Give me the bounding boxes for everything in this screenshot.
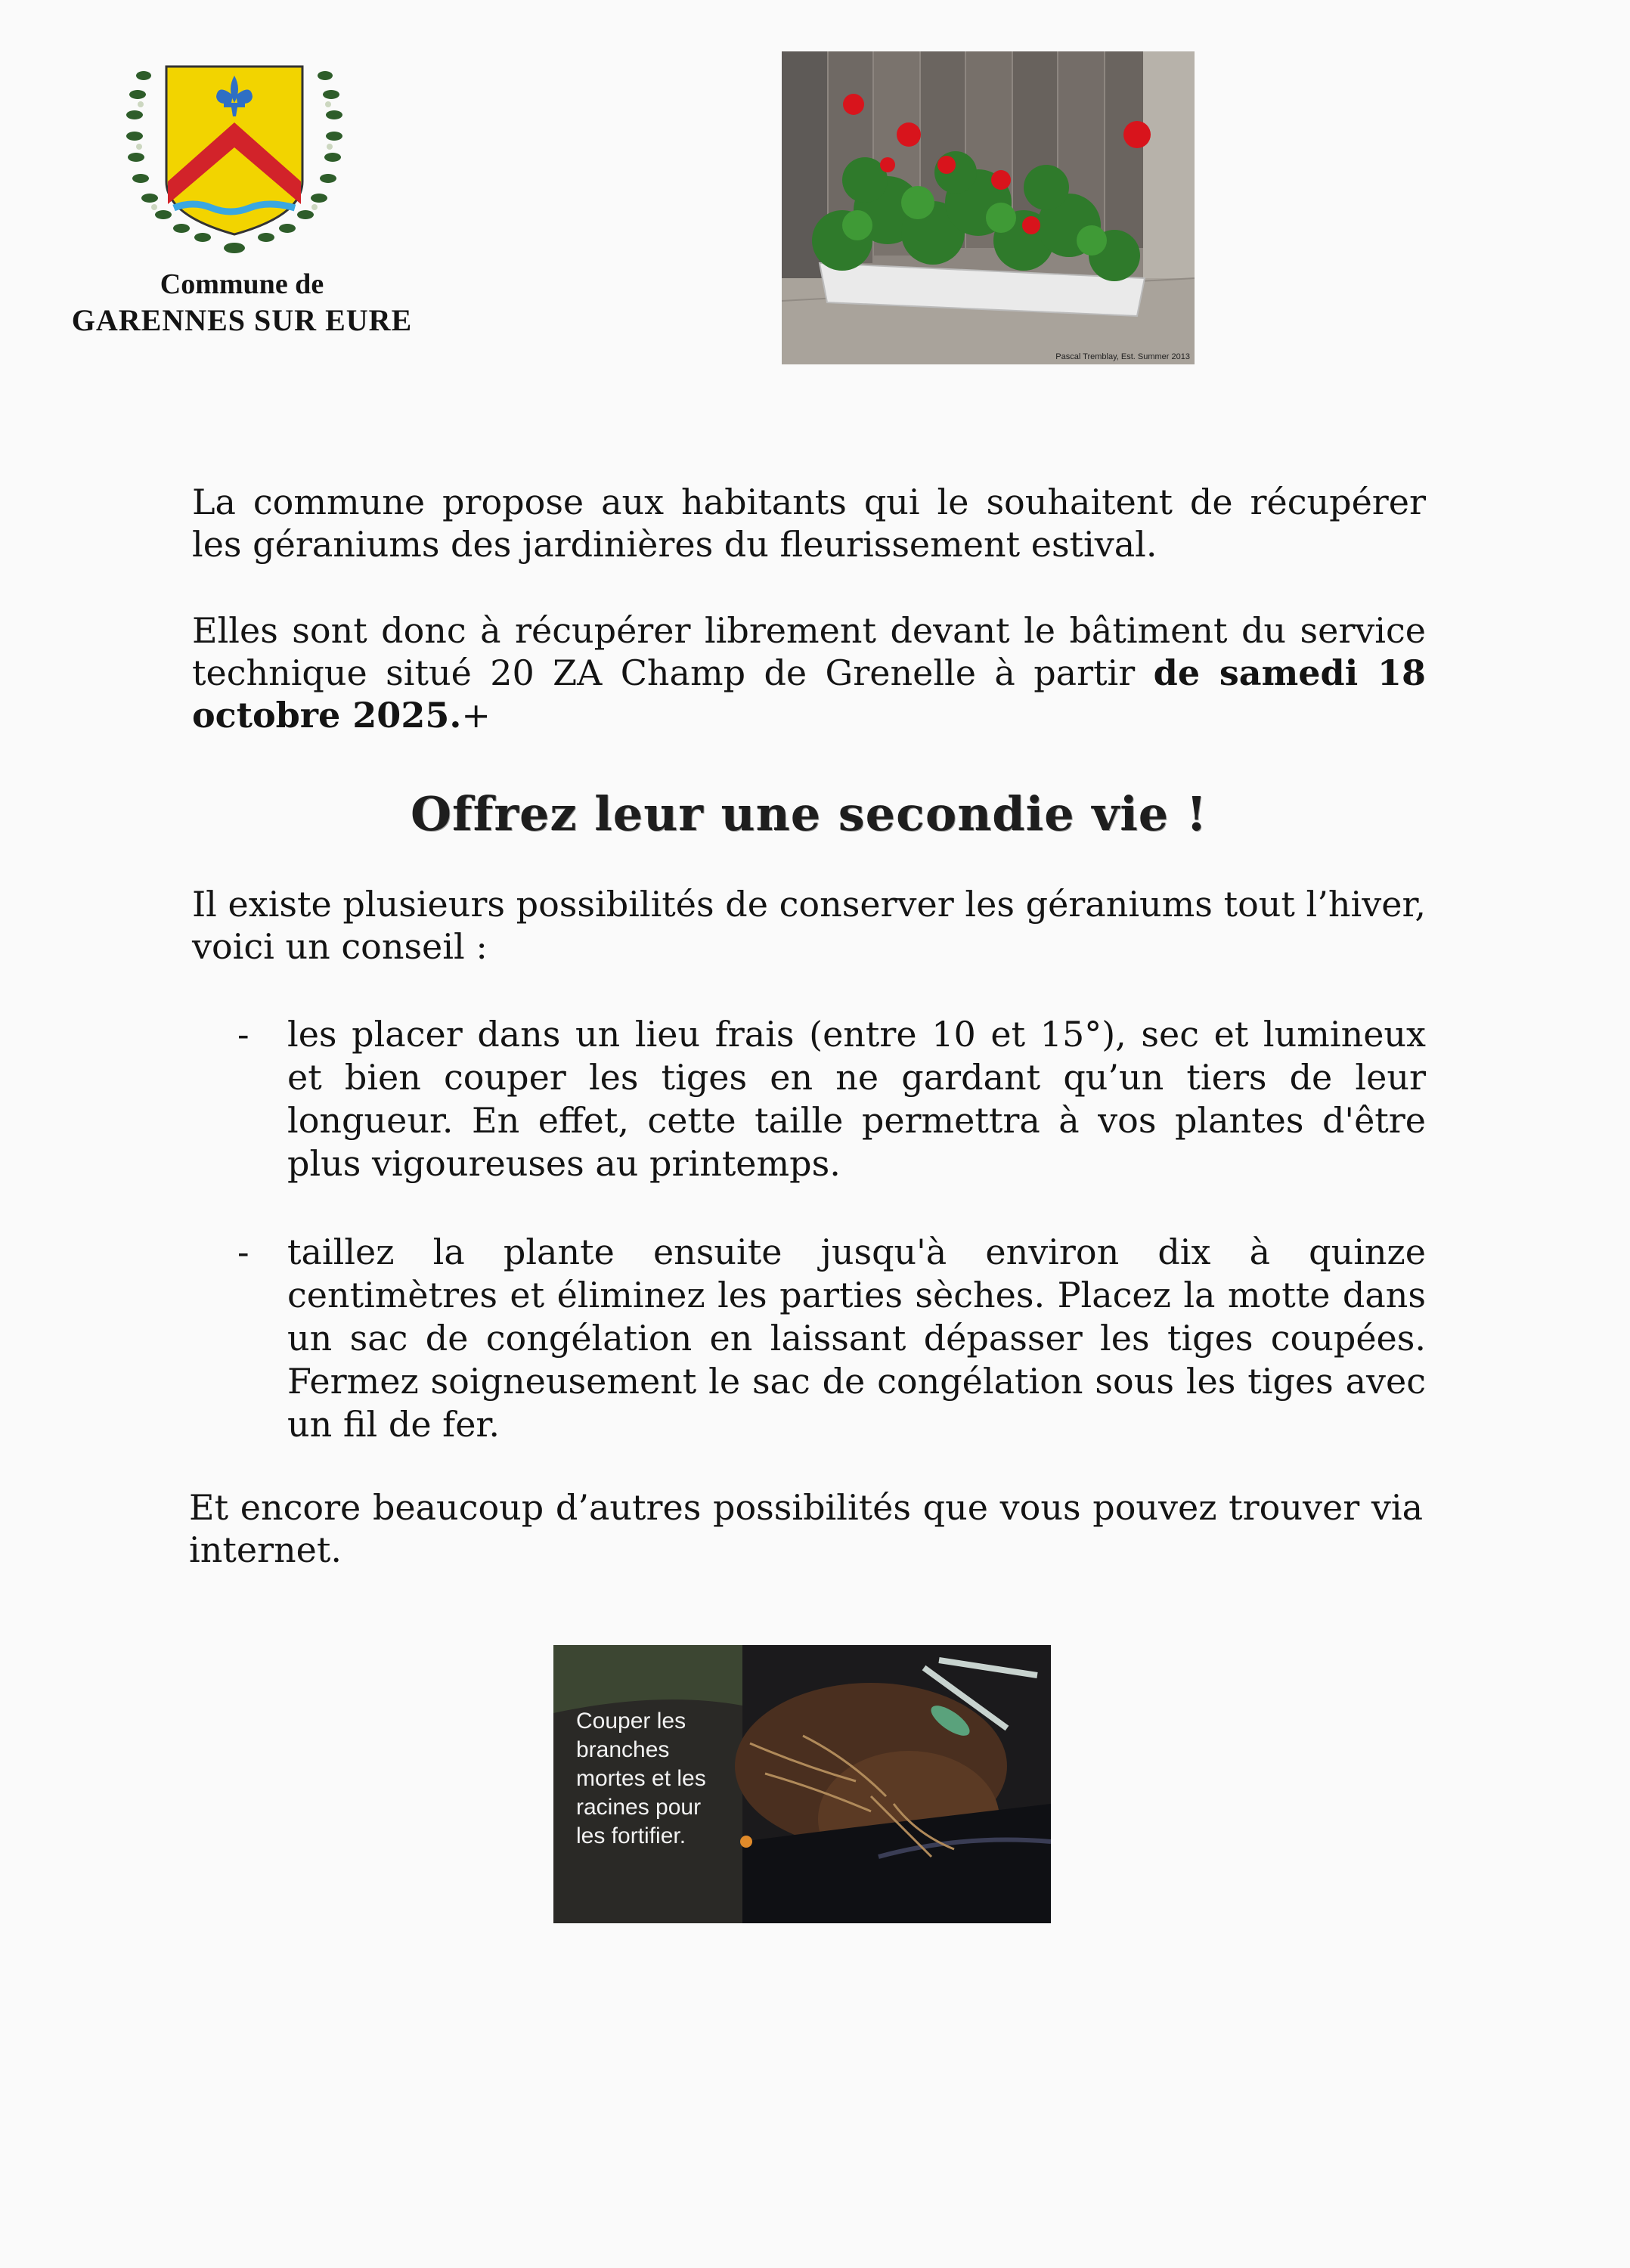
pickup-suffix: + <box>461 695 491 736</box>
pickup-date: de samedi 18 octobre 2025. <box>192 652 1426 736</box>
bullet-marker: - <box>237 1232 249 1272</box>
photo-caption: Couper les branches mortes et les racines pour les fortifier. <box>576 1709 706 1848</box>
intro-paragraph: La commune propose aux habitants qui le souhaitent de récupérer les géraniums des jardinières du fleurissement estival. <box>192 482 1426 565</box>
coat-of-arms-logo <box>121 53 348 257</box>
headline: Offrez leur une secondie vie ! <box>410 786 1208 841</box>
advice-intro: Il existe plusieurs possibilités de conserver les géraniums tout l’hiver, voici un conseil : <box>192 884 1426 967</box>
commune-name <box>45 266 438 339</box>
geranium-photo <box>782 51 1195 364</box>
commune-line1: Commune de <box>160 268 324 300</box>
tip-item <box>237 1013 1426 1185</box>
tip-text: les placer dans un lieu frais (entre 10 et 15°), sec et lumineux et bien couper les tiges en ne gardant qu’un tiers de leur longueur. En effet, cette taille permettra à vos plantes d'être plus vigoureuses au printemps. <box>287 1014 1426 1184</box>
commune-line2: GARENNES SUR EURE <box>71 303 413 337</box>
pruning-photo <box>553 1645 1051 1923</box>
closing-paragraph: Et encore beaucoup d’autres possibilités que vous pouvez trouver via internet. <box>189 1487 1423 1570</box>
photo-credit: Pascal Tremblay, Est. Summer 2013 <box>1055 352 1190 361</box>
tip-text: taillez la plante ensuite jusqu'à environ dix à quinze centimètres et éliminez les parties sèches. Placez la motte dans un sac de congélation en laissant dépasser les tiges coupées. Fermez soigneusement le sac de congélation sous les tiges avec un fil de fer. <box>287 1232 1426 1445</box>
pickup-paragraph <box>192 609 1426 736</box>
bullet-marker: - <box>237 1014 249 1055</box>
pickup-text: Elles sont donc à récupérer librement devant le bâtiment du service technique situé 20 ZA Champ de Grenelle à partir <box>192 610 1426 693</box>
tip-item <box>237 1231 1426 1446</box>
